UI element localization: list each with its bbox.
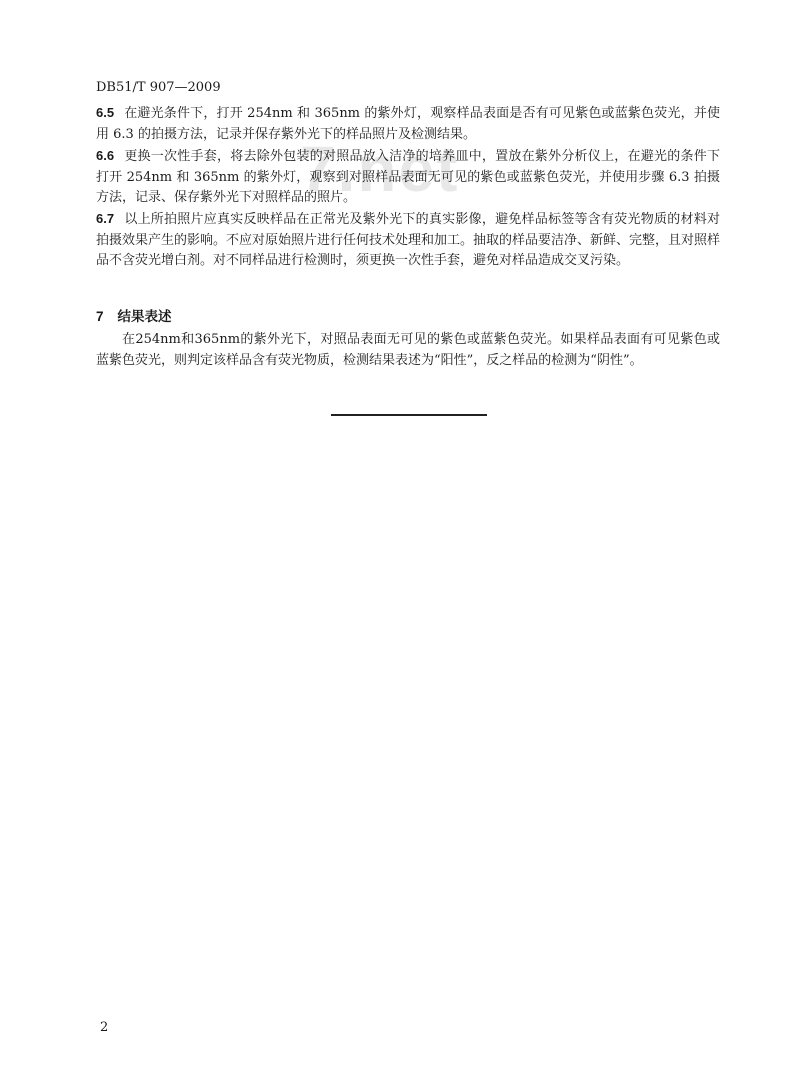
section-title: 结果表述 — [117, 309, 172, 325]
standard-code: DB51/T 907—2009 — [96, 80, 221, 95]
section-number: 7 — [96, 309, 104, 324]
clause-6-5 — [96, 103, 720, 145]
end-rule — [331, 414, 487, 416]
clause-text: 以上所拍照片应真实反映样品在正常光及紫外光下的真实影像，避免样品标签等含有荧光物质的材料对拍摄效果产生的影响。不应对原始照片进行任何技术处理和加工。抽取的样品要洁净、新鲜、完整，且对照样品不含荧光增白剂。对不同样品进行检测时，须更换一次性手套，避免对样品造成交叉污染。 — [96, 212, 721, 268]
clause-number: 6.7 — [96, 211, 115, 226]
clause-6-6 — [96, 146, 720, 209]
clause-6-7 — [96, 209, 720, 272]
clause-text: 更换一次性手套，将去除外包装的对照品放入洁净的培养皿中，置放在紫外分析仪上，在避光的条件下打开 254nm 和 365nm 的紫外灯，观察到对照样品表面无可见的紫色或蓝紫色荧光，并使用步骤 6.3 拍摄方法，记录、保存紫外光下对照样品的照片。 — [96, 149, 720, 205]
page-number: 2 — [100, 1020, 109, 1035]
clause-number: 6.5 — [96, 105, 115, 120]
section-heading — [96, 305, 172, 325]
result-paragraph: 在254nm和365nm的紫外光下，对照品表面无可见的紫色或蓝紫色荧光。如果样品表面有可见紫色或蓝紫色荧光，则判定该样品含有荧光物质，检测结果表述为“阳性”，反之样品的检测为“阴性”。 — [96, 332, 720, 368]
clause-text: 在避光条件下，打开 254nm 和 365nm 的紫外灯，观察样品表面是否有可见紫色或蓝紫色荧光，并使用 6.3 的拍摄方法，记录并保存紫外光下的样品照片及检测结果。 — [96, 106, 720, 142]
watermark: 7.net — [300, 133, 460, 205]
clause-number: 6.6 — [96, 148, 115, 163]
